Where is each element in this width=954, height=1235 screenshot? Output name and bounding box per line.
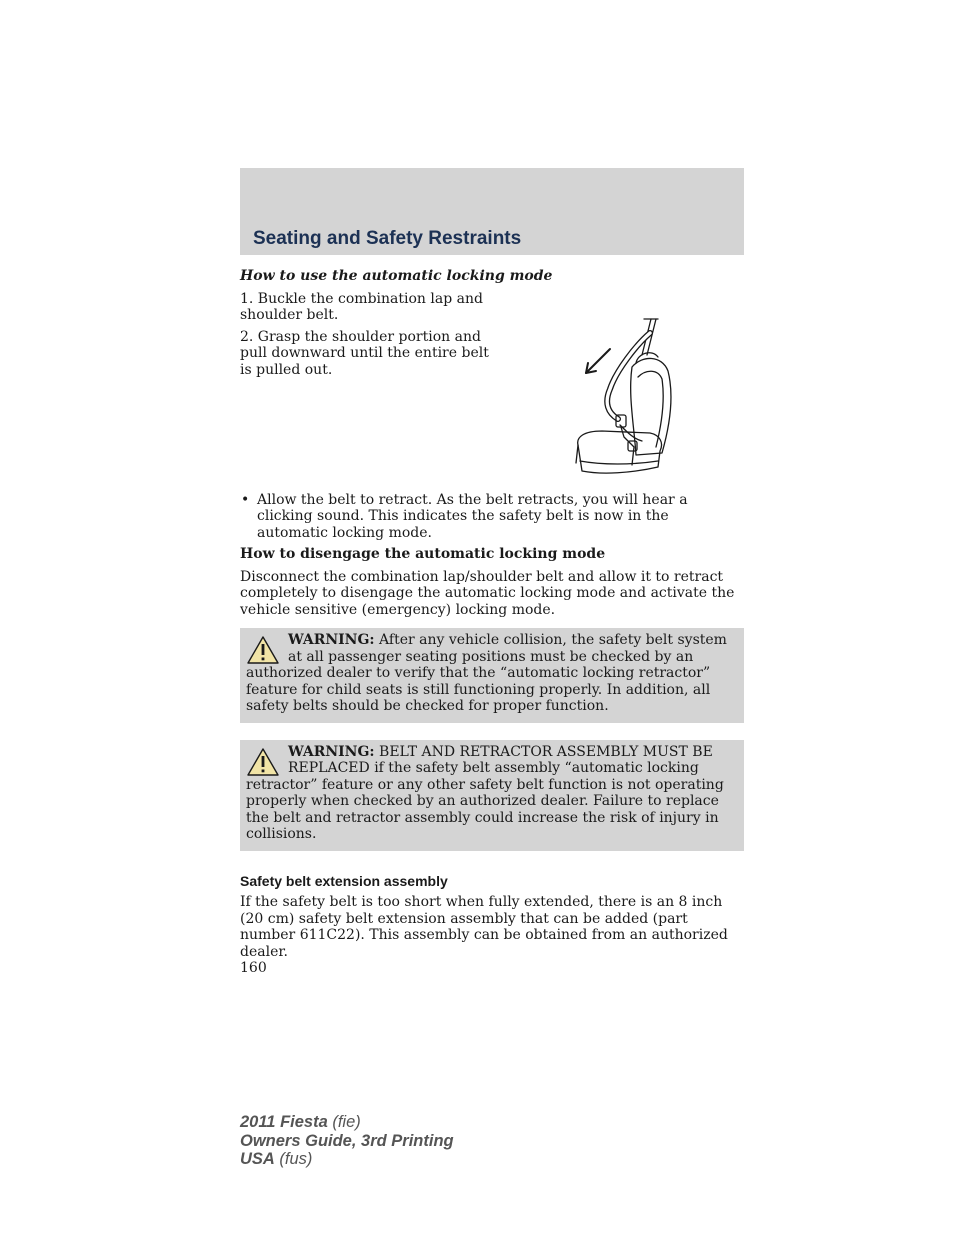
page-number: 160 xyxy=(240,960,267,976)
alm-heading: How to use the automatic locking mode xyxy=(240,268,553,284)
warning-triangle-icon xyxy=(246,635,280,665)
document-footer xyxy=(240,1113,454,1169)
warning-text xyxy=(246,744,736,843)
disengage-heading: How to disengage the automatic locking mode xyxy=(240,546,606,562)
seat-belt-illustration xyxy=(572,315,680,479)
page-content xyxy=(240,268,744,966)
warning-body: After any vehicle collision, the safety belt system at all passenger seating positions must be checked by an authorized dealer to verify that the “automatic locking retractor” feature for child seats is still functioning properly. In addition, all safety belts should be checked for proper function. xyxy=(246,632,727,714)
warning-box xyxy=(240,628,744,723)
extension-body: If the safety belt is too short when fully extended, there is an 8 inch (20 cm) safety belt extension assembly that can be added (part number 611C22). This assembly can be obtained from an authorized dealer. xyxy=(240,894,728,960)
step-item: 1. Buckle the combination lap and shoulder belt. xyxy=(240,290,483,323)
footer-guide: Owners Guide, 3rd Printing xyxy=(240,1131,454,1150)
warning-text xyxy=(246,632,736,715)
warning-body: BELT AND RETRACTOR ASSEMBLY MUST BE REPLACED if the safety belt assembly “automatic locking retractor” feature or any other safety belt function is not operating properly when checked by an authorized dealer. Failure to replace the belt and retractor assembly could increase the risk of injury in collisions. xyxy=(246,743,724,842)
footer-market-code: (fus) xyxy=(274,1150,313,1168)
footer-model: 2011 Fiesta xyxy=(240,1113,328,1131)
footer-market: USA xyxy=(240,1150,275,1168)
section-header-band xyxy=(240,168,744,255)
extension-heading: Safety belt extension assembly xyxy=(240,872,448,889)
footer-model-code: (fie) xyxy=(327,1113,361,1131)
warning-label: WARNING: xyxy=(288,632,375,648)
steps-list xyxy=(240,291,490,379)
warning-triangle-icon xyxy=(246,747,280,777)
warning-box xyxy=(240,740,744,851)
section-title: Seating and Safety Restraints xyxy=(253,228,522,249)
steps-row xyxy=(240,291,744,479)
bullet-list xyxy=(240,492,744,542)
step-item: 2. Grasp the shoulder portion and pull downward until the entire belt is pulled out. xyxy=(240,328,489,378)
disengage-body: Disconnect the combination lap/shoulder belt and allow it to retract completely to disengage the automatic locking mode and activate the vehicle sensitive (emergency) locking mode. xyxy=(240,568,735,618)
list-item: • Allow the belt to retract. As the belt retracts, you will hear a clicking sound. This indicates the safety belt is now in the automatic locking mode. xyxy=(240,492,744,542)
warning-label: WARNING: xyxy=(288,743,375,760)
